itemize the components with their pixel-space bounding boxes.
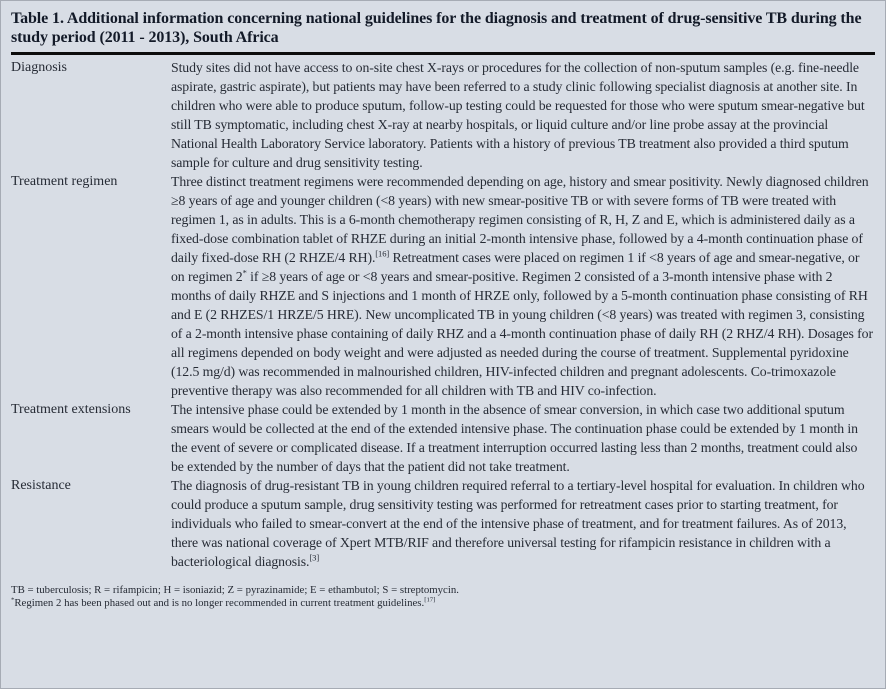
row-text-resistance: The diagnosis of drug-resistant TB in young children required referral to a tertiary-level hospital for evaluation. In children who could produce a sputum sample, drug sensitivity testing was performed for retreatment cases prior to starting treatment, for individuals who failed to smear-convert at the end of the intensive phase of treatment, and for treatment failures. As of 2013, there was national coverage of Xpert MTB/RIF and therefore universal testing for rifampicin resistance in children with a bacteriological diagnosis.[3]: [171, 478, 865, 569]
footnote-regimen2-phased-out: *Regimen 2 has been phased out and is no longer recommended in current treatment guidelines.[17]: [11, 596, 436, 609]
table-body: [11, 58, 875, 571]
footnotes: [11, 584, 875, 610]
row-label-treatment-extensions: Treatment extensions: [11, 402, 131, 417]
row-text-treatment-extensions: The intensive phase could be extended by 1 month in the absence of smear conversion, in which case two additional sputum smears would be collected at the end of the extended intensive phase. The continuation phase could be extended by 1 month in the event of severe or complicated disease. If a treatment interruption occurred lasting less than 2 months, treatment could also be extended by the number of days that the patient did not take treatment.: [171, 402, 858, 474]
title-rule: [11, 52, 875, 55]
row-label-resistance: Resistance: [11, 478, 71, 493]
row-text-diagnosis: Study sites did not have access to on-site chest X-rays or procedures for the collection of non-sputum samples (e.g. fine-needle aspirate, gastric aspirate), but patients may have been referred to a study clinic following specialist diagnosis at another site. In children who were able to produce sputum, follow-up testing could be requested for those who were sputum smear-negative but still TB symptomatic, including chest X-ray at nearby hospitals, or liquid culture and/or line probe assay at the provincial National Health Laboratory Service laboratory. Patients with a history of previous TB treatment also provided a third sputum sample for culture and drug sensitivity testing.: [171, 60, 865, 170]
footnote-abbreviations: TB = tuberculosis; R = rifampicin; H = isoniazid; Z = pyrazinamide; E = ethambutol; S = streptomycin.: [11, 584, 459, 596]
row-text-treatment-regimen: Three distinct treatment regimens were recommended depending on age, history and smear positivity. Newly diagnosed children ≥8 years of age and younger children (<8 years) with new smear-positive TB or with severe forms of TB were treated with regimen 1, as in adults. This is a 6-month chemotherapy regimen consisting of R, H, Z and E, which is administered daily as a fixed-dose combination tablet of RHZE during an initial 2-month intensive phase, followed by a 4-month continuation phase of daily fixed-dose RH (2 RHZE/4 RH).[16] Retreatment cases were placed on regimen 1 if <8 years of age and smear-negative, or on regimen 2* if ≥8 years of age or <8 years and smear-positive. Regimen 2 consisted of a 3-month intensive phase with 2 months of daily RHZE and S injections and 1 month of HRZE only, followed by a 5-month continuation phase consisting of RH and E (2 RHZES/1 HRZE/5 HRE). New uncomplicated TB in young children (<8 years) was treated with regimen 3, consisting of a 2-month intensive phase containing of daily RHZ and a 4-month continuation phase of daily RH (2 RHZ/4 RH). Dosages for all regimens depended on body weight and were adjusted as needed during the course of treatment. Supplemental pyridoxine (12.5 mg/d) was recommended in malnourished children, HIV-infected children and pregnant adolescents. Co-trimoxazole preventive therapy was also recommended for all children with TB and HIV co-infection.: [171, 174, 873, 398]
row-label-diagnosis: Diagnosis: [11, 60, 67, 75]
row-label-treatment-regimen: Treatment regimen: [11, 174, 118, 189]
table-title: Table 1. Additional information concerning national guidelines for the diagnosis and treatment of drug-sensitive TB during the study period (2011 - 2013), South Africa: [11, 10, 862, 46]
